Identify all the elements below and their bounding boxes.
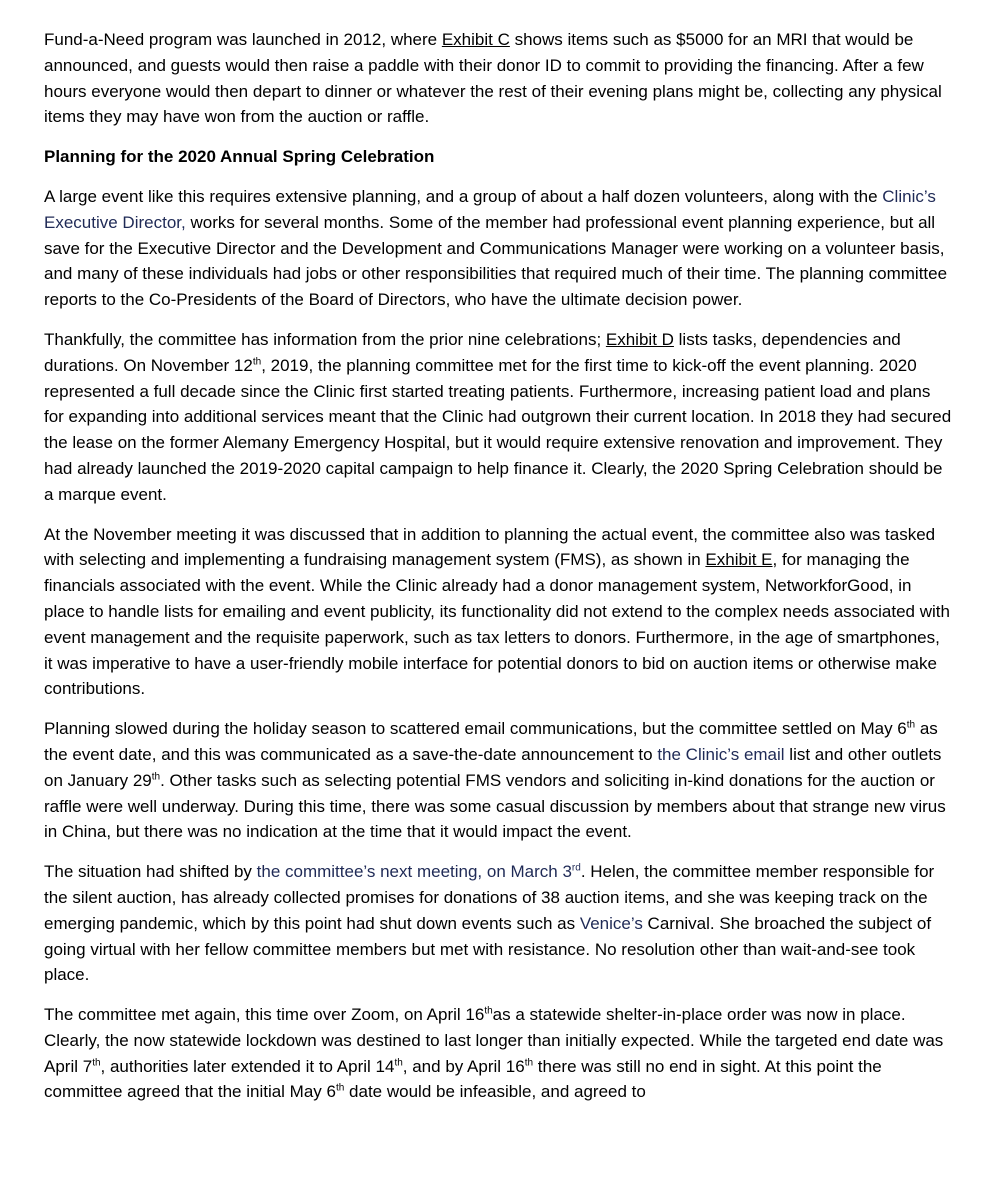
exhibit-d-link[interactable]: Exhibit D <box>605 329 674 349</box>
paragraph-april-meeting: The committee met again, this time over Zoom, on April 16thas a statewide shelter-in-place order was now in place. Clearly, the now statewide lockdown was destined to last longer than initially expected. While the targeted end date was April 7th, authorities later extended it to April 14th, and by April 16th there was still no end in sight. At this point the committee agreed that the initial May 6th date would be infeasible, and agreed to <box>44 1005 944 1102</box>
paragraph-planning-committee: A large event like this requires extensive planning, and a group of about a half dozen volunteers, along with the Clinic’s Executive Director, works for several months. Some of the member had professional event planning experience, but all save for the Executive Director and the Development and Communications Manager were working on a volunteer basis, and many of these individuals had jobs or other responsibilities that required much of their time. The planning committee reports to the Co-Presidents of the Board of Directors, who have the ultimate decision power. <box>44 186 948 310</box>
paragraph-november-meeting: At the November meeting it was discussed that in addition to planning the actual event, the committee also was tasked with selecting and implementing a fundraising management system (FMS), as shown in Exhibit E, for managing the financials associated with the event. While the Clinic already had a donor management system, NetworkforGood, in place to handle lists for emailing and event publicity, its functionality did not extend to the complex needs associated with event management and the requisite paperwork, such as tax letters to donors. Furthermore, in the age of smartphones, it was imperative to have a user-friendly mobile interface for potential donors to bid on auction items or otherwise make contributions. <box>44 524 950 699</box>
section-heading: Planning for the 2020 Annual Spring Celebration <box>44 147 435 167</box>
paragraph-march-meeting: The situation had shifted by the committee’s next meeting, on March 3rd. Helen, the committee member responsible for the silent auction, has already collected promises for donations of 38 auction items, and she was keeping track on the emerging pandemic, which by this point had shut down events such as Venice’s Carnival. She broached the subject of going virtual with her fellow committee members but met with resistance. No resolution other than wait-and-see took place. <box>44 862 935 985</box>
paragraph-prior-celebrations: Thankfully, the committee has information from the prior nine celebrations; Exhibit D lists tasks, dependencies and durations. On November 12th, 2019, the planning committee met for the first time to kick-off the event planning. 2020 represented a full decade since the Clinic first started treating patients. Furthermore, increasing patient load and plans for expanding into additional services meant that the Clinic had outgrown their current location. In 2018 they had secured the lease on the former Alemany Emergency Hospital, but it would require extensive renovation and improvement. They had already launched the 2019-2020 capital campaign to help finance it. Clearly, the 2020 Spring Celebration should be a marque event. <box>44 329 952 504</box>
paragraph-fund-a-need: Fund-a-Need program was launched in 2012, where Exhibit C shows items such as $5000 for an MRI that would be announced, and guests would then raise a paddle with their donor ID to commit to providing the financing. After a few hours everyone would then depart to dinner or whatever the rest of their evening plans might be, collecting any physical items they may have won from the auction or raffle. <box>44 30 942 127</box>
exhibit-e-link[interactable]: Exhibit E <box>705 550 773 570</box>
exhibit-c-link[interactable]: Exhibit C <box>441 30 510 49</box>
paragraph-holiday-planning: Planning slowed during the holiday season to scattered email communications, but the committee settled on May 6th as the event date, and this was communicated as a save-the-date announcement to the Clinic’s email list and other outlets on January 29th. Other tasks such as selecting potential FMS vendors and soliciting in-kind donations for the auction or raffle were well underway. During this time, there was some casual discussion by members about that strange new virus in China, but there was no indication at the time that it would impact the event. <box>44 719 946 842</box>
